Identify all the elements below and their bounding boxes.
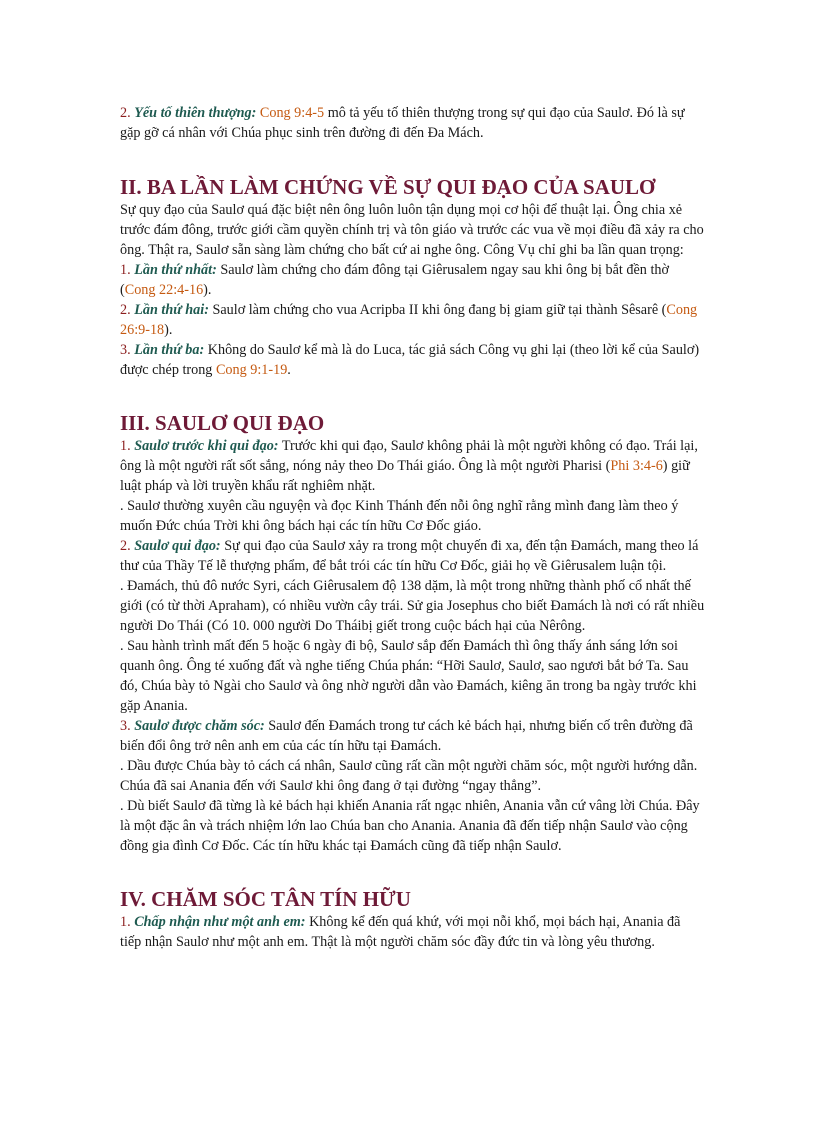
scripture-reference: Phi 3:4-6 [610, 458, 663, 474]
testimony-1 [120, 260, 705, 300]
item-number: 1. [120, 262, 131, 278]
item-label: Chấp nhận như một anh em: [134, 914, 306, 930]
paragraph-text: . [287, 362, 291, 378]
scripture-reference: Cong 22:4-16 [124, 282, 204, 298]
item-number: 1. [120, 914, 131, 930]
testimony-3 [120, 340, 705, 380]
section-heading-2: II. BA LẦN LÀM CHỨNG VỀ SỰ QUI ĐẠO CỦA SAULƠ [120, 175, 656, 199]
item-label: Lần thứ hai: [134, 302, 209, 318]
section-heading-4: IV. CHĂM SÓC TÂN TÍN HỮU [120, 887, 411, 911]
item-label: Saulơ qui đạo: [134, 538, 221, 554]
scripture-reference: Cong 9:4-5 [259, 105, 325, 121]
item-number: 3. [120, 342, 131, 358]
section-2-intro: Sự quy đạo của Saulơ quá đặc biệt nên ông luôn luôn tận dụng mọi cơ hội để thuật lại. Ông chia xẻ trước đám đông, trước giới cầm quyền chính trị và tôn giáo và trước các vua về mọi điều đã xảy ra cho ông. Thật ra, Saulơ sẵn sàng làm chứng cho bất cứ ai nghe ông. Công Vụ chỉ ghi ba lần quan trọng: [120, 202, 704, 258]
paragraph-text: ) giữ luật pháp và lời truyền khẩu rất nghiêm nhặt. [120, 458, 690, 494]
item-label: Yếu tố thiên thượng: [134, 105, 257, 121]
paragraph-text: Saulơ làm chứng cho vua Acripba II khi ông đang bị giam giữ tại thành Sêsarê ( [208, 302, 667, 318]
note-paragraph: . Dù biết Saulơ đã từng là kẻ bách hại khiến Anania rất ngạc nhiên, Anania vẫn cứ vâng lời Chúa. Đây là một đặc ân và trách nhiệm lớn lao Chúa ban cho Anania. Anania đã đến tiếp nhận Saulơ vào cộng đồng gia đình Cơ Đốc. Các tín hữu khác tại Đamách cũng đã tiếp nhận Saulơ. [120, 798, 700, 854]
paragraph-heavenly-factor [120, 103, 705, 143]
saul-conversion [120, 536, 705, 576]
section-heading-3: III. SAULƠ QUI ĐẠO [120, 411, 325, 435]
paragraph-text: Không kể đến quá khứ, với mọi nỗi khổ, mọi bách hại, Anania đã tiếp nhận Saulơ như một anh em. Thật là một người chăm sóc đầy đức tin và lòng yêu thương. [120, 914, 681, 950]
accept-as-brother [120, 912, 705, 952]
item-label: Saulơ trước khi qui đạo: [134, 438, 279, 454]
note-paragraph: . Saulơ thường xuyên cầu nguyện và đọc Kinh Thánh đến nỗi ông nghĩ rằng mình đang làm theo ý muốn Đức chúa Trời khi ông bách hại các tín hữu Cơ Đốc giáo. [120, 498, 679, 534]
item-label: Saulơ được chăm sóc: [134, 718, 265, 734]
note-paragraph: . Đamách, thủ đô nước Syri, cách Giêrusalem độ 138 dặm, là một trong những thành phố cổ nhất thế giới (có từ thời Apraham), có nhiều vườn cây trái. Sử gia Josephus cho biết Đamách là nơi có rất nhiều người Do Thái (Có 10. 000 người Do Tháibị giết trong cuộc bách hại của Nêrông. [120, 578, 705, 634]
document-page [120, 103, 705, 952]
item-label: Lần thứ ba: [134, 342, 205, 358]
item-label: Lần thứ nhất: [134, 262, 217, 278]
item-number: 2. [120, 538, 131, 554]
saul-before-conversion [120, 436, 705, 496]
note-paragraph: . Dầu được Chúa bày tỏ cách cá nhân, Saulơ cũng rất cần một người chăm sóc, một người hướng dẫn. Chúa đã sai Anania đến với Saulơ khi ông đang ở tại đường “ngay thẳng”. [120, 758, 698, 794]
paragraph-text: Sự qui đạo của Saulơ xảy ra trong một chuyến đi xa, đến tận Đamách, mang theo lá thư của Thầy Tế lễ thượng phẩm, để bắt trói các tín hữu Cơ Đốc, giải họ về Giêrusalem luận tội. [120, 538, 699, 574]
paragraph-text: ). [164, 322, 173, 338]
item-number: 1. [120, 438, 131, 454]
paragraph-text: Saulơ làm chứng cho đám đông tại Giêrusalem ngay sau khi ông bị bắt đền thờ ( [120, 262, 669, 298]
paragraph-text: ). [203, 282, 212, 298]
scripture-reference: Cong 26:9-18 [120, 302, 698, 338]
paragraph-text: mô tả yếu tố thiên thượng trong sự qui đạo của Saulơ. Đó là sự gặp gỡ cá nhân với Chúa phục sinh trên đường đi đến Đa Mách. [120, 105, 685, 141]
testimony-2 [120, 300, 705, 340]
item-number: 2. [120, 105, 131, 121]
paragraph-text: Saulơ đến Đamách trong tư cách kẻ bách hại, nhưng biến cố trên đường đã biến đổi ông trở nên anh em của các tín hữu tại Đamách. [120, 718, 693, 754]
scripture-reference: Cong 9:1-19 [215, 362, 288, 378]
item-number: 3. [120, 718, 131, 734]
saul-cared-for [120, 716, 705, 756]
paragraph-text: Không do Saulơ kể mà là do Luca, tác giả sách Công vụ ghi lại (theo lời kể của Saulơ) được chép trong [120, 342, 700, 378]
note-paragraph: . Sau hành trình mất đến 5 hoặc 6 ngày đi bộ, Saulơ sắp đến Đamách thì ông thấy ánh sáng lớn soi quanh ông. Ông té xuống đất và nghe tiếng Chúa phán: “Hỡi Saulơ, Saulơ, sao ngươi bắt bớ Ta. Sau đó, Chúa bày tỏ Ngài cho Saulơ và ông nhờ người dẫn vào Đamách, kiêng ăn trong ba ngày trước khi gặp Anania. [120, 638, 697, 714]
paragraph-text: Trước khi qui đạo, Saulơ không phải là một người không có đạo. Trái lại, ông là một người rất sốt sắng, nóng nảy theo Do Thái giáo. Ông là một người Pharisi ( [120, 438, 698, 474]
item-number: 2. [120, 302, 131, 318]
